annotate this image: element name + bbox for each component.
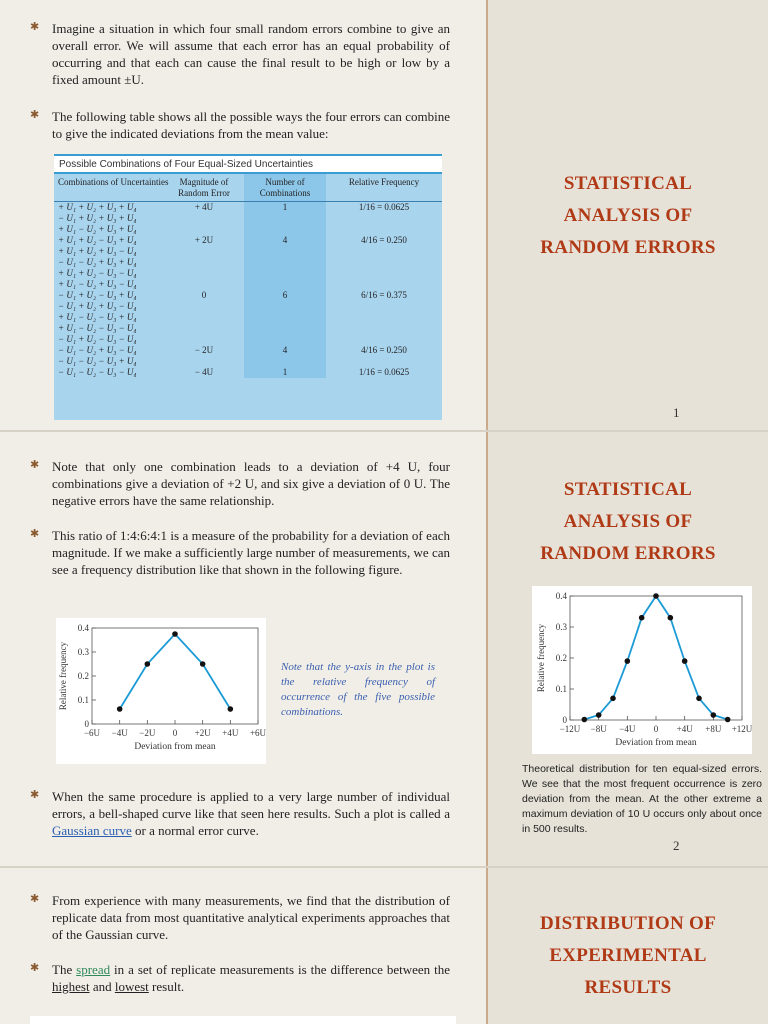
table-row bbox=[54, 257, 442, 268]
x-tick-label: +4U bbox=[676, 724, 693, 734]
highest-term: highest bbox=[52, 979, 90, 994]
bullet-icon: ✱ bbox=[30, 528, 40, 540]
gaussian-curve-link[interactable]: Gaussian curve bbox=[52, 823, 132, 838]
table-cell: 4/16 = 0.250 bbox=[361, 235, 407, 245]
table-cell bbox=[164, 334, 244, 345]
x-tick-label: −4U bbox=[619, 724, 636, 734]
table-cell bbox=[244, 257, 326, 268]
table-cell bbox=[164, 323, 244, 334]
table-cell bbox=[244, 246, 326, 257]
chart-caption: Theoretical distribution for ten equal-sized errors. We see that the most frequent occurrence is zero deviation from the mean. At the other extreme a maximum deviation of 10 U occurs only about once in 500 results. bbox=[522, 763, 762, 835]
data-point bbox=[596, 712, 602, 718]
data-point bbox=[696, 696, 702, 702]
title-line: RANDOM ERRORS bbox=[540, 543, 716, 564]
bullet-icon: ✱ bbox=[30, 893, 40, 905]
title-line: ANALYSIS OF bbox=[563, 205, 693, 226]
title-line: DISTRIBUTION OF bbox=[539, 913, 717, 934]
table-cell: + U₁ + U₂ + U₃ + U₄ bbox=[58, 202, 137, 212]
gaussian-chart bbox=[532, 586, 752, 754]
table-header-cell: Relative Frequency bbox=[348, 177, 420, 187]
x-tick-label: +8U bbox=[705, 724, 722, 734]
table-cell: − U₁ − U₂ + U₃ − U₄ bbox=[58, 345, 137, 355]
table-cell bbox=[326, 213, 442, 224]
x-tick-label: −6U bbox=[83, 728, 101, 738]
data-point bbox=[610, 696, 616, 702]
series-line bbox=[120, 634, 231, 709]
table-cell: − U₁ + U₂ − U₃ + U₄ bbox=[58, 290, 137, 300]
bullet-text-part: The bbox=[52, 962, 77, 977]
table-cell: 1 bbox=[244, 202, 326, 213]
table-cell: + U₁ + U₂ − U₃ − U₄ bbox=[58, 268, 137, 278]
title-line: ANALYSIS OF bbox=[563, 511, 693, 532]
y-tick-label: 0.1 bbox=[555, 684, 567, 694]
table-cell: 1 bbox=[244, 367, 326, 378]
table-row bbox=[54, 235, 442, 246]
spread-link[interactable]: spread bbox=[76, 962, 111, 977]
bullet-item bbox=[30, 961, 450, 995]
table-cell bbox=[164, 301, 244, 312]
table-cell bbox=[326, 279, 442, 290]
bullet-icon: ✱ bbox=[30, 21, 40, 33]
table-cell bbox=[326, 356, 442, 367]
x-tick-label: −4U bbox=[111, 728, 128, 738]
table-cell: 0 bbox=[201, 290, 207, 300]
table-row bbox=[54, 301, 442, 312]
y-tick-label: 0.1 bbox=[77, 695, 89, 705]
bullet-text: Note that only one combination leads to a deviation of +4 U, four combinations give a deviation of +2 U, and six give a deviation of 0 U. The negative errors have the same relationship. bbox=[52, 459, 450, 508]
table-cell: + U₁ + U₂ − U₃ + U₄ bbox=[58, 235, 137, 245]
series-line bbox=[584, 596, 727, 720]
gaussian-chart-svg bbox=[532, 586, 752, 754]
table-cell: − U₁ + U₂ + U₃ + U₄ bbox=[58, 213, 137, 223]
table-cell: + U₁ − U₂ + U₃ − U₄ bbox=[58, 279, 137, 289]
table-cell: 6/16 = 0.375 bbox=[361, 290, 407, 300]
table-header-cell: Combinations of Uncertainties bbox=[58, 177, 169, 187]
bullet-text: From experience with many measurements, we find that the distribution of replicate data from most quantitative analytical experiments approaches that of the Gaussian curve. bbox=[52, 893, 450, 942]
y-tick-label: 0.2 bbox=[555, 653, 567, 663]
bullet-text-part: result. bbox=[148, 979, 185, 994]
x-axis-label: Deviation from mean bbox=[615, 738, 697, 748]
table-cell: − U₁ − U₂ − U₃ + U₄ bbox=[58, 356, 137, 366]
table-row bbox=[54, 312, 442, 323]
y-tick-label: 0.4 bbox=[555, 591, 567, 601]
frequency-chart bbox=[56, 618, 266, 764]
table-cell: + 2U bbox=[194, 235, 214, 245]
data-point bbox=[653, 593, 659, 599]
table-cell bbox=[326, 224, 442, 235]
bullet-item bbox=[30, 527, 450, 578]
table-cell bbox=[244, 213, 326, 224]
bullet-text bbox=[52, 788, 450, 839]
table-cell bbox=[326, 312, 442, 323]
table-row bbox=[54, 345, 442, 356]
data-point bbox=[117, 706, 123, 712]
data-point bbox=[625, 658, 631, 664]
x-tick-label: −2U bbox=[139, 728, 156, 738]
y-tick-label: 0 bbox=[562, 715, 567, 725]
table-cell bbox=[164, 312, 244, 323]
table-cell: 1/16 = 0.0625 bbox=[358, 202, 410, 212]
table-cell: 4 bbox=[244, 235, 326, 246]
bullet-text bbox=[52, 961, 450, 995]
slide-1 bbox=[0, 0, 768, 430]
bullet-icon: ✱ bbox=[30, 962, 40, 974]
table-cell bbox=[244, 312, 326, 323]
frequency-chart-svg bbox=[56, 618, 266, 764]
y-tick-label: 0.3 bbox=[77, 647, 89, 657]
table-cell bbox=[164, 356, 244, 367]
table-cell bbox=[244, 224, 326, 235]
bullet-icon: ✱ bbox=[30, 109, 40, 121]
table-cell bbox=[244, 356, 326, 367]
table-row bbox=[54, 323, 442, 334]
bullet-icon: ✱ bbox=[30, 459, 40, 471]
bullet-item bbox=[30, 458, 450, 509]
y-axis-label: Relative frequency bbox=[536, 623, 546, 693]
data-point bbox=[582, 717, 588, 723]
bullet-item bbox=[30, 788, 450, 839]
table-caption: Possible Combinations of Four Equal-Sized Uncertainties bbox=[54, 154, 442, 174]
table-cell bbox=[244, 301, 326, 312]
table-cell bbox=[326, 257, 442, 268]
data-point bbox=[228, 706, 234, 712]
table-cell: 4/16 = 0.250 bbox=[361, 345, 407, 355]
x-tick-label: −12U bbox=[559, 724, 581, 734]
table-cell bbox=[164, 279, 244, 290]
bullet-text-part: in a set of replicate measurements is the difference between the bbox=[110, 962, 450, 977]
title-line: EXPERIMENTAL bbox=[549, 945, 707, 966]
table-cell bbox=[244, 334, 326, 345]
table-cell bbox=[326, 301, 442, 312]
data-point bbox=[711, 712, 717, 718]
table-cell: 4 bbox=[244, 345, 326, 356]
y-tick-label: 0 bbox=[84, 719, 89, 729]
table-row bbox=[54, 268, 442, 279]
bullet-text-part: or a normal error curve. bbox=[131, 823, 259, 838]
table-cell: + 4U bbox=[194, 202, 214, 212]
x-tick-label: +4U bbox=[222, 728, 239, 738]
table-cell bbox=[244, 279, 326, 290]
page-number: 1 bbox=[673, 405, 680, 420]
bullet-item bbox=[30, 892, 450, 943]
y-tick-label: 0.4 bbox=[77, 623, 89, 633]
x-tick-label: +12U bbox=[731, 724, 752, 734]
plot-frame bbox=[92, 628, 258, 724]
data-point bbox=[725, 717, 731, 723]
table-cell: − U₁ − U₂ − U₃ − U₄ bbox=[58, 367, 137, 377]
table-cell bbox=[326, 323, 442, 334]
x-tick-label: 0 bbox=[172, 728, 178, 738]
table-row bbox=[54, 334, 442, 345]
example-table-strip bbox=[30, 1016, 456, 1024]
table-cell: − U₁ − U₂ + U₃ + U₄ bbox=[58, 257, 137, 267]
slide-title bbox=[488, 908, 768, 1004]
chart-note: Note that the y-axis in the plot is the relative frequency of occurrence of the five possible combinations. bbox=[281, 661, 435, 718]
table-cell bbox=[326, 334, 442, 345]
title-line: RESULTS bbox=[584, 977, 672, 998]
table-cell: 6 bbox=[244, 290, 326, 301]
data-point bbox=[682, 658, 688, 664]
table-cell: 1/16 = 0.0625 bbox=[358, 367, 410, 377]
table-cell bbox=[164, 268, 244, 279]
table-row bbox=[54, 367, 442, 378]
table-row bbox=[54, 246, 442, 257]
lowest-term: lowest bbox=[114, 979, 149, 994]
slide-3 bbox=[0, 868, 768, 1024]
y-tick-label: 0.3 bbox=[555, 622, 567, 632]
y-axis-label: Relative frequency bbox=[58, 641, 68, 711]
bullet-text: Imagine a situation in which four small random errors combine to give an overall error. We will assume that each error has an equal probability of occurring and that each can cause the final result to be high or low by a fixed amount ±U. bbox=[52, 21, 450, 87]
table-cell bbox=[164, 224, 244, 235]
bullet-text: The following table shows all the possible ways the four errors can combine to give the indicated deviations from the mean value: bbox=[52, 109, 450, 141]
table-row bbox=[54, 213, 442, 224]
table-cell bbox=[164, 213, 244, 224]
title-line: STATISTICAL bbox=[563, 173, 693, 194]
slide-title bbox=[488, 168, 768, 264]
table-row bbox=[54, 224, 442, 235]
table-cell bbox=[244, 323, 326, 334]
data-point bbox=[639, 615, 645, 621]
plot-frame bbox=[570, 596, 742, 720]
data-point bbox=[172, 631, 178, 637]
bullet-text-part: When the same procedure is applied to a very large number of individual errors, a bell-shaped curve like that seen here results. Such a plot is called a bbox=[52, 789, 450, 821]
slide-title bbox=[488, 474, 768, 570]
table-header-cell: Number of Combinations bbox=[244, 174, 326, 201]
x-tick-label: −8U bbox=[590, 724, 607, 734]
page-number: 2 bbox=[673, 838, 680, 853]
data-point bbox=[200, 661, 206, 667]
bullet-text-part: and bbox=[89, 979, 115, 994]
table-cell: − 2U bbox=[194, 345, 214, 355]
table-row bbox=[54, 279, 442, 290]
table-row bbox=[54, 356, 442, 367]
table-cell bbox=[244, 268, 326, 279]
table-header bbox=[54, 174, 442, 202]
table-cell: + U₁ + U₂ + U₃ − U₄ bbox=[58, 246, 137, 256]
table-cell: + U₁ − U₂ + U₃ + U₄ bbox=[58, 224, 137, 234]
x-tick-label: +6U bbox=[249, 728, 266, 738]
bullet-item bbox=[30, 108, 450, 142]
table-cell bbox=[164, 257, 244, 268]
y-tick-label: 0.2 bbox=[77, 671, 89, 681]
bullet-text: This ratio of 1:4:6:4:1 is a measure of the probability for a deviation of each magnitude. If we make a sufficiently large number of measurements, we can see a frequency distribution like that shown in the following figure. bbox=[52, 528, 450, 577]
table-cell bbox=[164, 246, 244, 257]
table-cell: − 4U bbox=[194, 367, 214, 377]
data-point bbox=[668, 615, 674, 621]
table-header-cell: Magnitude of Random Error bbox=[178, 177, 230, 198]
bullet-item bbox=[30, 20, 450, 88]
slide-2 bbox=[0, 432, 768, 866]
table-cell: − U₁ + U₂ − U₃ − U₄ bbox=[58, 334, 137, 344]
table-cell: + U₁ − U₂ − U₃ − U₄ bbox=[58, 323, 137, 333]
table-cell: − U₁ + U₂ + U₃ − U₄ bbox=[58, 301, 137, 311]
x-axis-label: Deviation from mean bbox=[134, 742, 216, 752]
data-point bbox=[145, 661, 151, 667]
x-tick-label: 0 bbox=[653, 724, 659, 734]
table-cell: + U₁ − U₂ − U₃ + U₄ bbox=[58, 312, 137, 322]
table-body bbox=[54, 202, 442, 378]
table-cell bbox=[326, 268, 442, 279]
x-tick-label: +2U bbox=[194, 728, 211, 738]
title-line: STATISTICAL bbox=[563, 479, 693, 500]
table-row bbox=[54, 290, 442, 301]
table-cell bbox=[326, 246, 442, 257]
bullet-icon: ✱ bbox=[30, 789, 40, 801]
table-row bbox=[54, 202, 442, 213]
title-line: RANDOM ERRORS bbox=[540, 237, 716, 258]
combinations-table bbox=[54, 154, 442, 420]
